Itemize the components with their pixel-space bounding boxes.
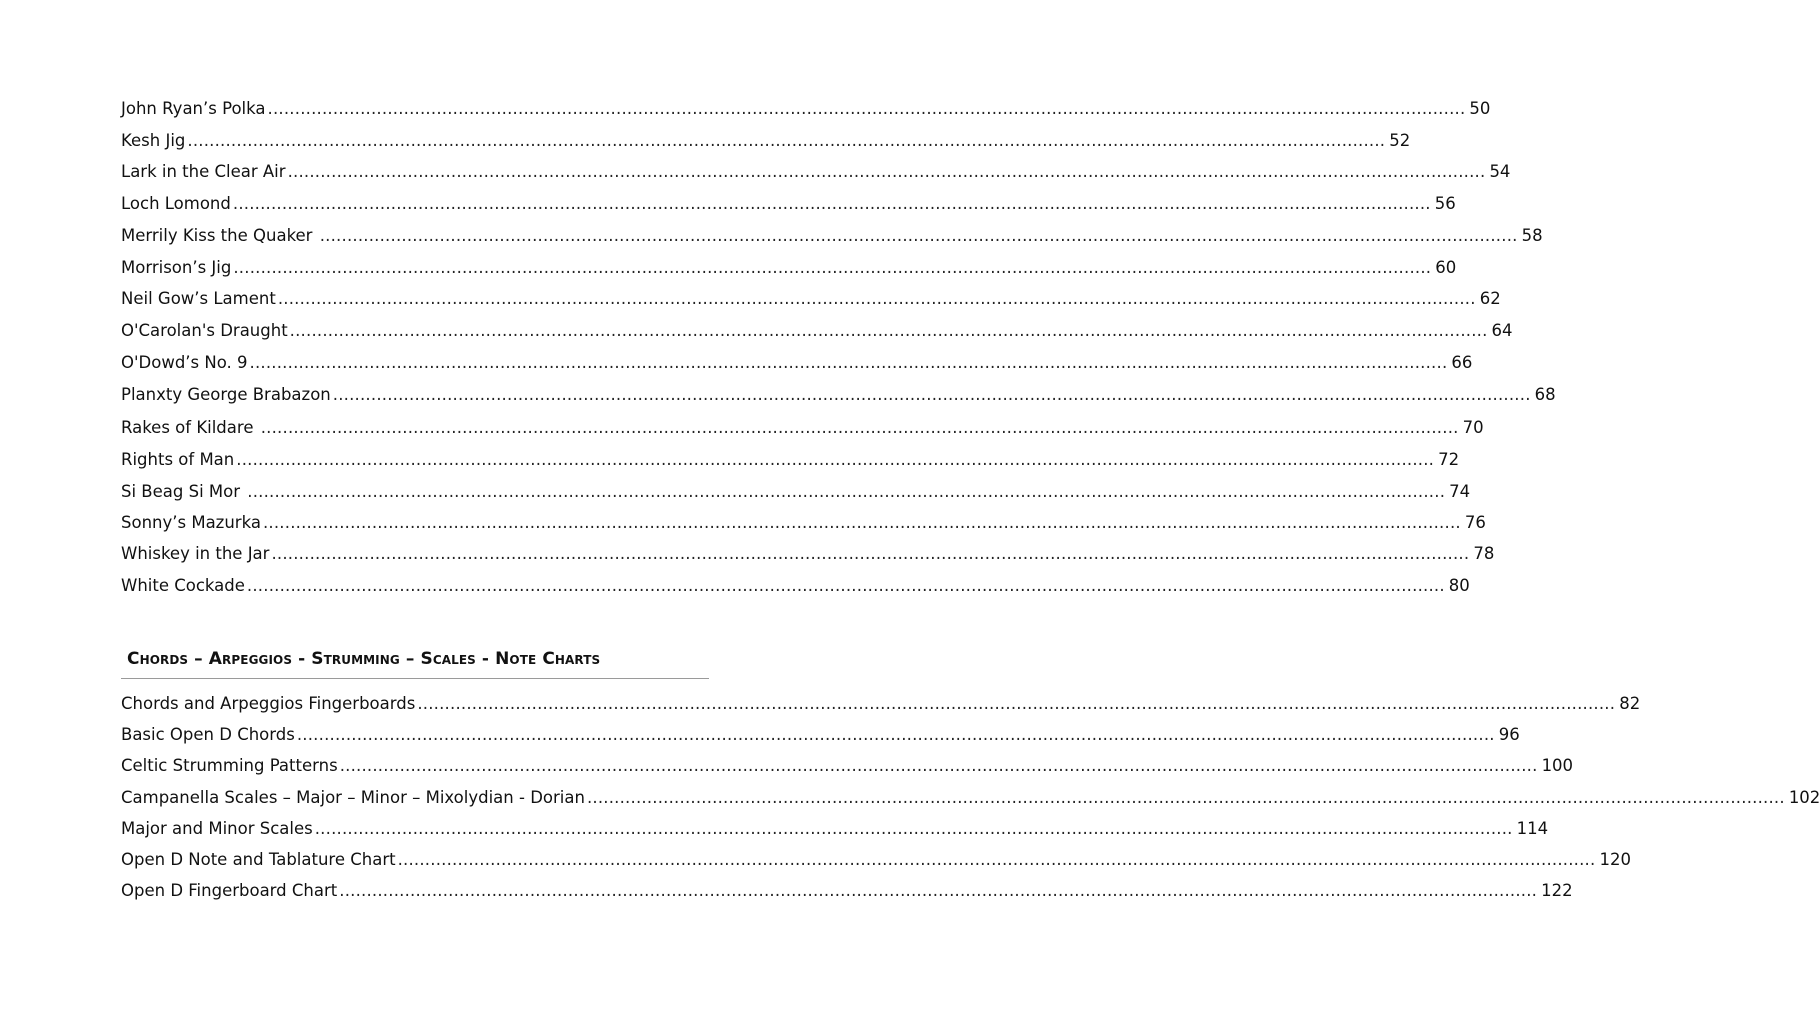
toc-leader-dots: ............................................................................................................................................................................................................................ (260, 418, 1459, 437)
toc-entry-page: 54 (1489, 162, 1511, 181)
toc-leader-dots: ............................................................................................................................................................................................................................ (339, 756, 1538, 775)
toc-leader-dots: ............................................................................................................................................................................................................................ (332, 385, 1531, 404)
toc-leader-dots: ............................................................................................................................................................................................................................ (267, 99, 1466, 118)
toc-entry-title: John Ryan’s Polka (121, 99, 266, 118)
toc-entry-title: Sonny’s Mazurka (121, 513, 261, 532)
toc-entry-page: 114 (1516, 819, 1549, 838)
toc-entry-title: O'Dowd’s No. 9 (121, 353, 248, 372)
toc-entry-title: Major and Minor Scales (121, 819, 313, 838)
toc-entry[interactable] (121, 877, 1573, 901)
toc-entry-page: 122 (1541, 881, 1573, 900)
toc-entry-page: 58 (1521, 226, 1543, 245)
toc-leader-dots: ............................................................................................................................................................................................................................ (397, 850, 1596, 869)
toc-entry-page: 70 (1462, 418, 1484, 437)
toc-entry[interactable] (121, 95, 1491, 119)
toc-entry-title: Open D Fingerboard Chart (121, 881, 338, 900)
toc-entry[interactable] (121, 285, 1501, 309)
toc-entry[interactable] (121, 572, 1470, 596)
toc-leader-dots: ............................................................................................................................................................................................................................ (277, 289, 1476, 308)
toc-entry-page: 74 (1449, 482, 1471, 501)
toc-entry-title: Neil Gow’s Lament (121, 289, 276, 308)
toc-leader-dots: ............................................................................................................................................................................................................................ (339, 881, 1538, 900)
toc-entry-title: Campanella Scales – Major – Minor – Mixolydian - Dorian (121, 788, 585, 807)
toc-entry-title: White Cockade (121, 576, 245, 595)
toc-leader-dots: ............................................................................................................................................................................................................................ (249, 353, 1448, 372)
toc-entry-title: Rakes of Kildare (121, 418, 259, 437)
toc-entry-title: Whiskey in the Jar (121, 544, 270, 563)
toc-entry-page: 80 (1448, 576, 1470, 595)
toc-entry[interactable] (121, 349, 1473, 373)
toc-entry-page: 56 (1434, 194, 1456, 213)
toc-entry-page: 50 (1469, 99, 1491, 118)
toc-entry-title: O'Carolan's Draught (121, 321, 288, 340)
toc-entry-title: Loch Lomond (121, 194, 231, 213)
toc-entry-page: 100 (1541, 756, 1574, 775)
toc-entry[interactable] (121, 254, 1457, 278)
toc-entry-title: Morrison’s Jig (121, 258, 232, 277)
toc-entry-title: Basic Open D Chords (121, 725, 295, 744)
toc-entry[interactable] (121, 414, 1484, 438)
section-heading (127, 649, 600, 669)
section-divider (121, 678, 709, 679)
toc-leader-dots: ............................................................................................................................................................................................................................ (187, 131, 1386, 150)
toc-entry[interactable] (121, 846, 1631, 870)
toc-entry[interactable] (121, 815, 1549, 839)
toc-leader-dots: ............................................................................................................................................................................................................................ (289, 321, 1488, 340)
toc-entry[interactable] (121, 752, 1574, 776)
toc-leader-dots: ............................................................................................................................................................................................................................ (271, 544, 1470, 563)
toc-entry-page: 78 (1473, 544, 1495, 563)
toc-entry[interactable] (121, 446, 1460, 470)
toc-leader-dots: ............................................................................................................................................................................................................................ (314, 819, 1513, 838)
toc-leader-dots: ............................................................................................................................................................................................................................ (287, 162, 1486, 181)
toc-entry-page: 102 (1788, 788, 1820, 807)
toc-entry[interactable] (121, 784, 1820, 808)
toc-leader-dots: ............................................................................................................................................................................................................................ (233, 258, 1432, 277)
toc-leader-dots: ............................................................................................................................................................................................................................ (232, 194, 1431, 213)
toc-entry-title: Open D Note and Tablature Chart (121, 850, 396, 869)
toc-entry-page: 64 (1491, 321, 1513, 340)
toc-entry[interactable] (121, 127, 1411, 151)
toc-entry[interactable] (121, 381, 1556, 405)
toc-entry-page: 60 (1435, 258, 1457, 277)
toc-entry[interactable] (121, 158, 1511, 182)
toc-entry-page: 76 (1464, 513, 1486, 532)
toc-entry[interactable] (121, 690, 1641, 714)
toc-entry-title: Kesh Jig (121, 131, 186, 150)
toc-entry[interactable] (121, 721, 1520, 745)
toc-entry-page: 66 (1451, 353, 1473, 372)
toc-entry[interactable] (121, 509, 1486, 533)
toc-entry-page: 96 (1498, 725, 1520, 744)
toc-entry-page: 68 (1534, 385, 1556, 404)
toc-entry-page: 52 (1389, 131, 1411, 150)
toc-entry-title: Merrily Kiss the Quaker (121, 226, 318, 245)
toc-entry[interactable] (121, 540, 1495, 564)
toc-entry[interactable] (121, 222, 1543, 246)
toc-leader-dots: ............................................................................................................................................................................................................................ (236, 450, 1435, 469)
toc-entry-title: Rights of Man (121, 450, 235, 469)
toc-entry-title: Celtic Strumming Patterns (121, 756, 338, 775)
toc-entry[interactable] (121, 317, 1513, 341)
toc-entry-title: Chords and Arpeggios Fingerboards (121, 694, 416, 713)
toc-leader-dots: ............................................................................................................................................................................................................................ (262, 513, 1461, 532)
toc-leader-dots: ............................................................................................................................................................................................................................ (247, 482, 1446, 501)
toc-leader-dots: ............................................................................................................................................................................................................................ (296, 725, 1495, 744)
toc-entry-page: 120 (1599, 850, 1631, 869)
toc-entry-title: Lark in the Clear Air (121, 162, 286, 181)
toc-leader-dots: ............................................................................................................................................................................................................................ (586, 788, 1785, 807)
toc-entry-page: 62 (1479, 289, 1501, 308)
toc-entry[interactable] (121, 478, 1471, 502)
toc-leader-dots: ............................................................................................................................................................................................................................ (319, 226, 1518, 245)
toc-leader-dots: ............................................................................................................................................................................................................................ (417, 694, 1616, 713)
toc-entry-page: 72 (1438, 450, 1460, 469)
section-heading-text: Chords – Arpeggios - Strumming – Scales - Note Charts (127, 649, 601, 669)
toc-entry-title: Si Beag Si Mor (121, 482, 246, 501)
toc-entry-page: 82 (1619, 694, 1641, 713)
toc-entry[interactable] (121, 190, 1456, 214)
toc-entry-title: Planxty George Brabazon (121, 385, 331, 404)
toc-leader-dots: ............................................................................................................................................................................................................................ (246, 576, 1445, 595)
